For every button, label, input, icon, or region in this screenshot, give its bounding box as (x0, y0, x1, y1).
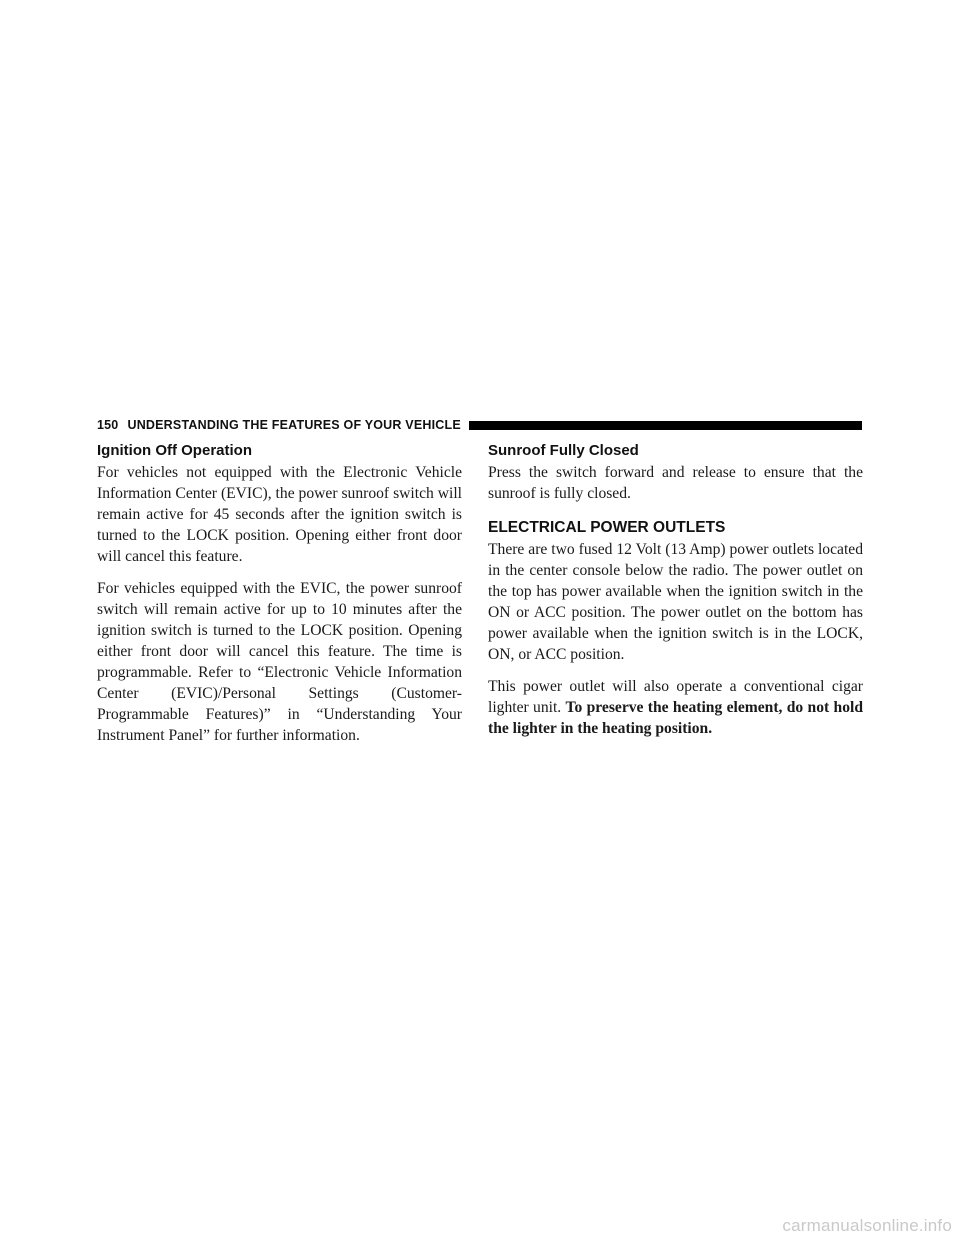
cigar-lighter-text: This power outlet will also operate a conventional cigar lighter unit. (488, 678, 863, 716)
ignition-off-heading: Ignition Off Operation (97, 442, 252, 459)
sunroof-closed-heading: Sunroof Fully Closed (488, 442, 639, 459)
power-outlets-paragraph: There are two fused 12 Volt (13 Amp) power outlets located in the center console below the radio. The power outlet on the top has power available when the ignition switch in the ON or ACC position. The power outlet on the bottom has power available when the ignition switch is in the LOCK, ON, or ACC position. (488, 541, 863, 663)
heating-element-warning: To preserve the heating element, do not hold the lighter in the heating position. (488, 699, 864, 737)
sunroof-closed-paragraph: Press the switch forward and release to ensure that the sunroof is fully closed. (488, 464, 863, 502)
left-column (97, 442, 462, 757)
power-outlets-heading: ELECTRICAL POWER OUTLETS (488, 519, 726, 536)
ignition-off-paragraph-2: For vehicles equipped with the EVIC, the power sunroof switch will remain active for up to 10 minutes after the ignition switch is turned to the LOCK position. Opening either front door will cancel this feature. The time is programmable. Refer to “Electronic Vehicle Information Center (EVIC)/Personal Settings (Customer-Programmable Features)” in “Understanding Your Instrument Panel” for further information. (97, 580, 462, 744)
page-number: 150 (97, 418, 119, 432)
right-column (488, 442, 863, 750)
header-rule (469, 421, 862, 430)
watermark: carmanualsonline.info (782, 1216, 952, 1235)
cigar-lighter-paragraph (488, 676, 863, 739)
page-header (97, 418, 862, 432)
ignition-off-paragraph-1: For vehicles not equipped with the Electronic Vehicle Information Center (EVIC), the power sunroof switch will remain active for 45 seconds after the ignition switch is turned to the LOCK position. Opening either front door will cancel this feature. (97, 464, 462, 565)
section-title: UNDERSTANDING THE FEATURES OF YOUR VEHICLE (127, 418, 461, 432)
